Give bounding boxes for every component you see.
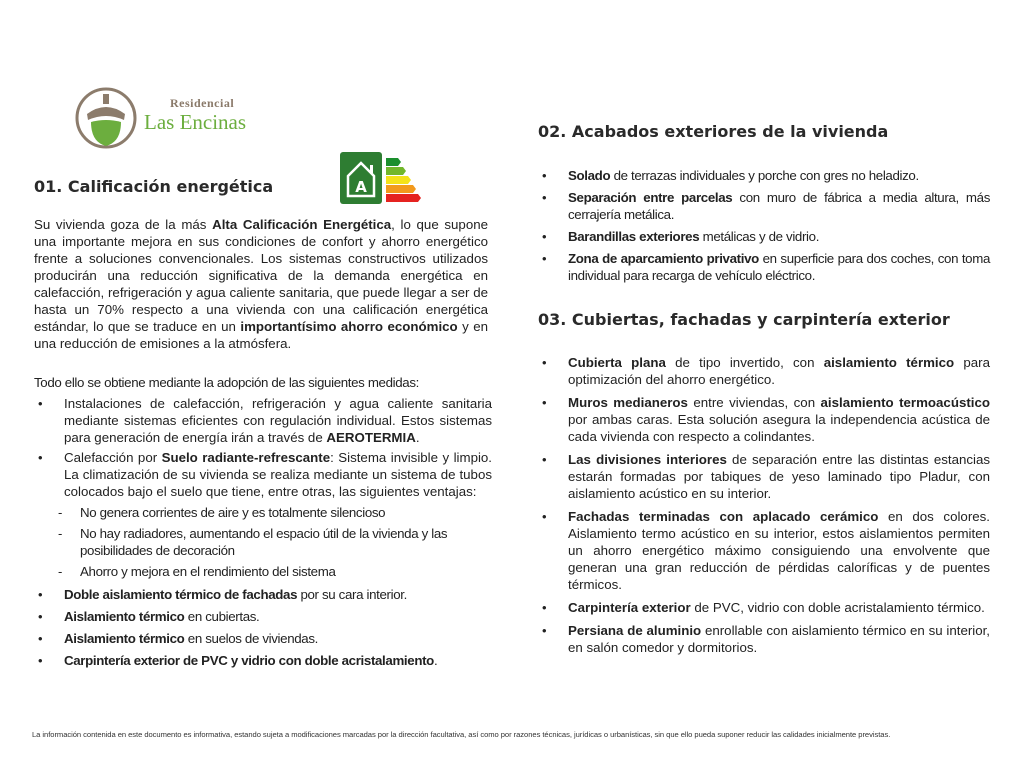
measures-list-2 bbox=[34, 586, 492, 669]
list-item bbox=[34, 608, 492, 625]
list-item bbox=[34, 395, 492, 446]
list-item bbox=[34, 586, 492, 603]
measure-2-text-1: Calefacción por bbox=[64, 450, 162, 465]
wall-bold-2: aislamiento termoacústico bbox=[820, 395, 990, 410]
measures-list-container bbox=[34, 395, 492, 669]
section-3-body bbox=[538, 354, 990, 656]
measures-list bbox=[34, 395, 492, 500]
roof-1-text-2: para optimización del ahorro energético. bbox=[568, 355, 991, 387]
finish-1-bold: Solado bbox=[568, 168, 611, 183]
energy-rating-icon bbox=[340, 152, 424, 204]
wall-text-2: por ambas caras. Esta solución asegura la independencia acústica de cada vivienda con respecto a colindantes. bbox=[568, 412, 990, 444]
intro-text-2: , lo que supone una importante mejora en sus condiciones de confort y ahorro energético frente a soluciones convencionales. Los sistemas constructivos utilizados producirán una reducción significativa de la demanda energética en calefacción, refrigeración y agua caliente sanitaria, que puede llegar a ser de hasta un 70% respecto a una vivienda con una calificación energética estándar, lo que se traduce en un bbox=[34, 217, 489, 334]
list-item bbox=[34, 563, 474, 580]
roof-1-text-1: de tipo invertido, con bbox=[665, 355, 824, 370]
disclaimer-footer: La información contenida en este documento es informativa, estando sujeta a modificaciones marcadas por la dirección facultativa, así como por razones técnicas, jurídicas o urbanísticas, sin que ello pueda suponer reducir las calidades inicialmente previstas. bbox=[32, 730, 891, 739]
intro-text-1: Su vivienda goza de la más bbox=[34, 217, 213, 232]
list-item bbox=[34, 652, 492, 669]
section-2-body bbox=[538, 167, 990, 284]
finish-2-text: con muro de fábrica a media altura, más cerrajería metálica. bbox=[568, 190, 990, 222]
divisions-bold: Las divisiones interiores bbox=[568, 452, 727, 467]
finish-3-bold: Barandillas exteriores bbox=[568, 229, 700, 244]
measure-2-bold: Suelo radiante-refrescante bbox=[161, 450, 331, 465]
list-item bbox=[538, 508, 990, 593]
roof-1-bold-1: Cubierta plana bbox=[568, 355, 666, 370]
intro-text-3: y en una reducción de emisiones a la atmósfera. bbox=[34, 319, 489, 351]
residencial-las-encinas-logo bbox=[74, 80, 284, 156]
section-2-title: 02. Acabados exteriores de la vivienda bbox=[538, 122, 889, 141]
intro-bold-1: Alta Calificación Energética bbox=[212, 217, 392, 232]
list-item bbox=[34, 504, 474, 521]
list-item bbox=[34, 630, 492, 647]
measure-1-text-1: Instalaciones de calefacción, refrigeración y agua caliente sanitaria mediante sistemas eficientes con regulación individual. Estos sistemas para generación de energía irán a través de bbox=[64, 396, 492, 445]
measures-lead bbox=[34, 374, 488, 391]
logo-subtitle: Residencial bbox=[170, 96, 235, 110]
measures-lead-text: Todo ello se obtiene mediante la adopción de las siguientes medidas: bbox=[34, 375, 419, 390]
finish-4-bold: Zona de aparcamiento privativo bbox=[568, 251, 759, 266]
measure-1-bold: AEROTERMIA bbox=[326, 430, 416, 445]
measure-6-bold: Carpintería exterior de PVC y vidrio con doble acristalamiento bbox=[64, 653, 434, 668]
finish-3-text: metálicas y de vidrio. bbox=[699, 229, 820, 244]
acorn-icon bbox=[74, 80, 138, 156]
measure-4-bold: Aislamiento térmico bbox=[64, 609, 185, 624]
list-item bbox=[538, 228, 990, 245]
advantage-1: No genera corrientes de aire y es totalmente silencioso bbox=[80, 505, 386, 520]
section-1-body bbox=[34, 216, 488, 352]
list-item bbox=[34, 525, 474, 559]
list-item bbox=[34, 449, 492, 500]
list-item bbox=[538, 451, 990, 502]
advantage-2: No hay radiadores, aumentando el espacio útil de la vivienda y las posibilidades de decoración bbox=[80, 526, 448, 558]
list-item bbox=[538, 354, 990, 388]
list-item bbox=[538, 167, 990, 184]
advantages-list bbox=[34, 504, 474, 580]
measure-2-text-2: : Sistema invisible y limpio. La climatización de su vivienda se realiza mediante un sistema de tubos colocados bajo el suelo que tiene, entre otras, las siguientes ventajas: bbox=[64, 450, 493, 499]
list-item bbox=[538, 599, 990, 616]
energy-letter: A bbox=[355, 178, 367, 196]
section-1-title: 01. Calificación energética bbox=[34, 177, 274, 196]
list-item bbox=[538, 250, 990, 284]
finish-2-bold: Separación entre parcelas bbox=[568, 190, 733, 205]
carpentry-bold: Carpintería exterior bbox=[568, 600, 691, 615]
intro-bold-2: importantísimo ahorro económico bbox=[240, 319, 458, 334]
measure-5-text: en suelos de viviendas. bbox=[184, 631, 318, 646]
advantage-3: Ahorro y mejora en el rendimiento del sistema bbox=[80, 564, 336, 579]
section-3-title: 03. Cubiertas, fachadas y carpintería exterior bbox=[538, 310, 950, 329]
finish-4-text: en superficie para dos coches, con toma individual para recarga de vehículo eléctrico. bbox=[568, 251, 990, 283]
measure-4-text: en cubiertas. bbox=[184, 609, 260, 624]
list-item bbox=[538, 622, 990, 656]
shutter-bold: Persiana de aluminio bbox=[568, 623, 702, 638]
measure-6-text: . bbox=[433, 653, 438, 668]
measure-1-text-2: . bbox=[415, 430, 420, 445]
measure-3-bold: Doble aislamiento térmico de fachadas bbox=[64, 587, 298, 602]
roof-1-bold-2: aislamiento térmico bbox=[823, 355, 955, 370]
finish-1-text: de terrazas individuales y porche con gres no heladizo. bbox=[610, 168, 919, 183]
exterior-finishes-list bbox=[538, 167, 990, 284]
logo-title: Las Encinas bbox=[144, 110, 247, 134]
wall-text-1: entre viviendas, con bbox=[687, 395, 821, 410]
facade-bold: Fachadas terminadas con aplacado cerámico bbox=[568, 509, 879, 524]
list-item bbox=[538, 394, 990, 445]
list-item bbox=[538, 189, 990, 223]
shutter-text: enrollable con aislamiento térmico en su interior, en salón comedor y dormitorios. bbox=[568, 623, 991, 655]
divisions-text: de separación entre las distintas estancias estarán formadas por tabiques de yeso laminado tipo Pladur, con aislamiento acústico en su interior. bbox=[568, 452, 991, 501]
carpentry-text: de PVC, vidrio con doble acristalamiento térmico. bbox=[690, 600, 985, 615]
wall-bold-1: Muros medianeros bbox=[568, 395, 688, 410]
facade-text: en dos colores. Aislamiento termo acústico en su interior, estos aislamientos permiten un ahorro energético máximo consiguiendo una envolvente que generan una gran reducción de pérdidas caloríficas y de puentes térmicos. bbox=[568, 509, 990, 592]
roofs-facades-list bbox=[538, 354, 990, 656]
measure-5-bold: Aislamiento térmico bbox=[64, 631, 185, 646]
intro-paragraph bbox=[34, 216, 488, 352]
measure-3-text: por su cara interior. bbox=[297, 587, 407, 602]
